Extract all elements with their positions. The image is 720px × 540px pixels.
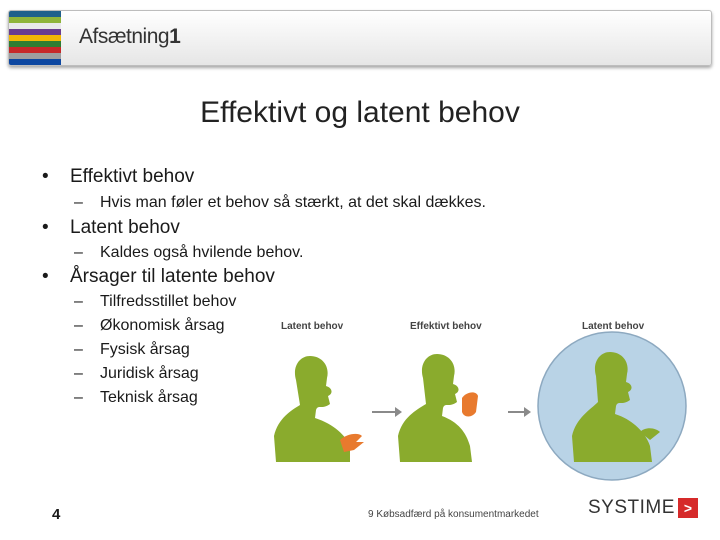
sub-bullet-text: Fysisk årsag (100, 341, 190, 358)
publisher-name: SYSTIME (588, 497, 675, 518)
bullet-icon: • (42, 217, 49, 238)
page-number: 4 (52, 506, 61, 523)
sub-bullet (74, 365, 199, 383)
color-stripe (9, 59, 61, 65)
person-effective-icon (398, 354, 478, 462)
person-latent-icon (274, 356, 364, 462)
arrow-right-icon (372, 407, 402, 417)
app-name: Afsætning (79, 25, 170, 48)
dash-icon: – (74, 389, 83, 406)
bullet-icon: • (42, 266, 49, 287)
sub-bullet-text: Tilfredsstillet behov (100, 293, 237, 310)
dash-icon: – (74, 341, 83, 358)
sub-bullet-text: Hvis man føler et behov så stærkt, at det skal dækkes. (100, 194, 486, 211)
app-number: 1 (169, 25, 181, 48)
figure-label-right: Latent behov (582, 321, 645, 332)
person-latent-satisfied-icon (538, 332, 686, 480)
figure-label-left: Latent behov (281, 321, 344, 332)
bullet-text: Latent behov (70, 217, 180, 238)
sub-bullet-text: Juridisk årsag (100, 365, 199, 382)
sub-bullet-text: Teknisk årsag (100, 389, 198, 406)
dash-icon: – (74, 194, 83, 211)
dash-icon: – (74, 244, 83, 261)
publisher-arrow-icon: > (678, 498, 698, 518)
app-title (79, 25, 180, 49)
arrow-right-icon (508, 407, 531, 417)
header-bar (8, 10, 712, 66)
sub-bullet (74, 389, 198, 407)
sub-bullet (74, 194, 486, 212)
sub-bullet (74, 293, 236, 311)
slide-title: Effektivt og latent behov (200, 96, 520, 129)
dash-icon: – (74, 365, 83, 382)
dash-icon: – (74, 317, 83, 334)
bullet-text: Årsager til latente behov (70, 266, 275, 287)
sub-bullet (74, 317, 225, 335)
chapter-footer: 9 Købsadfærd på konsumentmarkedet (368, 509, 539, 520)
color-stripes-logo (9, 11, 61, 65)
sub-bullet-text: Kaldes også hvilende behov. (100, 244, 304, 261)
sub-bullet (74, 341, 190, 359)
figure-label-middle: Effektivt behov (410, 321, 482, 332)
sub-bullet (74, 244, 303, 262)
bullet-text: Effektivt behov (70, 166, 195, 187)
dash-icon: – (74, 293, 83, 310)
publisher-logo (588, 497, 698, 519)
sub-bullet-text: Økonomisk årsag (100, 317, 225, 334)
bullet-icon: • (42, 166, 49, 187)
